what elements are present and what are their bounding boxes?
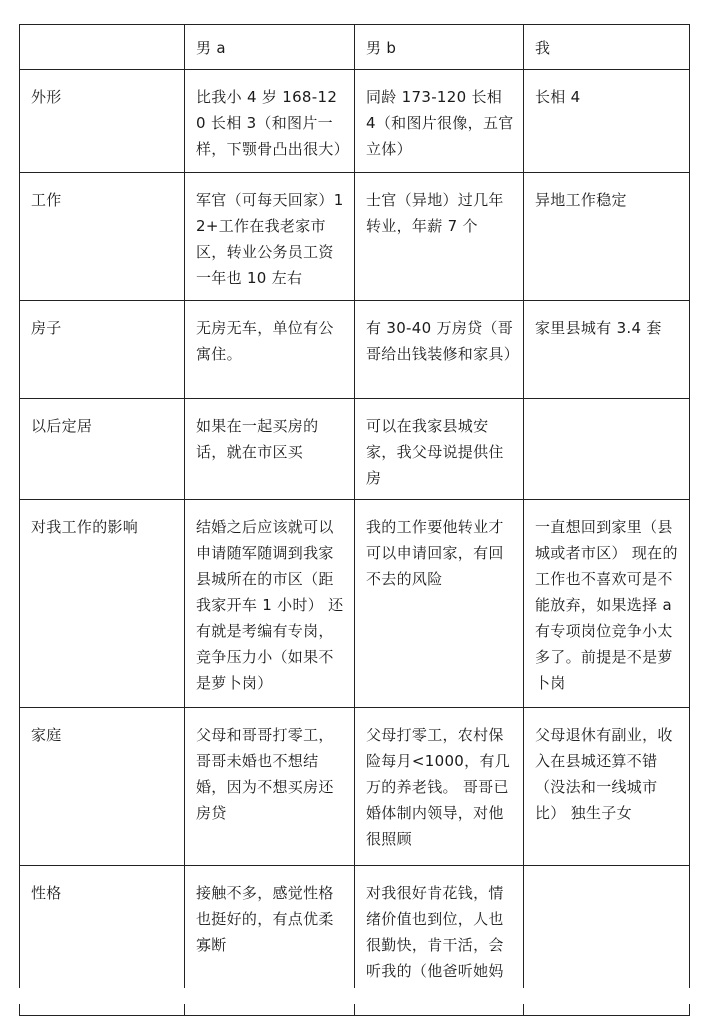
table-cell: 父母退休有副业，收入在县城还算不错 （没法和一线城市比） 独生子女 bbox=[524, 708, 690, 866]
header-cell-man-b: 男 b bbox=[355, 25, 524, 70]
table-cell: 士官（异地）过几年转业，年薪 7 个 bbox=[355, 173, 524, 301]
table-row bbox=[20, 399, 690, 500]
page-bottom-edge bbox=[0, 988, 720, 1004]
header-cell-me: 我 bbox=[524, 25, 690, 70]
table-cell: 异地工作稳定 bbox=[524, 173, 690, 301]
table-cell: 有 30-40 万房贷（哥哥给出钱装修和家具） bbox=[355, 301, 524, 399]
row-label-work-impact: 对我工作的影响 bbox=[20, 500, 185, 708]
table-row bbox=[20, 500, 690, 708]
table-cell: 对我很好肯花钱，情绪价值也到位，人也很勤快，肯干活，会听我的（他爸听她妈 bbox=[355, 866, 524, 1016]
table-cell: 父母和哥哥打零工，哥哥未婚也不想结婚，因为不想买房还房贷 bbox=[185, 708, 355, 866]
table-cell: 无房无车，单位有公寓住。 bbox=[185, 301, 355, 399]
table-cell: 一直想回到家里（县城或者市区） 现在的工作也不喜欢可是不能放弃，如果选择 a 有专项岗位竞争小太多了。前提是不是萝卜岗 bbox=[524, 500, 690, 708]
table-cell: 如果在一起买房的话，就在市区买 bbox=[185, 399, 355, 500]
table-cell: 长相 4 bbox=[524, 70, 690, 173]
table-cell bbox=[524, 399, 690, 500]
table-row bbox=[20, 173, 690, 301]
table-header-row bbox=[20, 25, 690, 70]
table-cell: 我的工作要他转业才可以申请回家，有回不去的风险 bbox=[355, 500, 524, 708]
table-cell: 军官（可每天回家）12+工作在我老家市区，转业公务员工资一年也 10 左右 bbox=[185, 173, 355, 301]
header-cell-man-a: 男 a bbox=[185, 25, 355, 70]
row-label-settle: 以后定居 bbox=[20, 399, 185, 500]
row-label-appearance: 外形 bbox=[20, 70, 185, 173]
table-row bbox=[20, 708, 690, 866]
table-cell: 可以在我家县城安家，我父母说提供住房 bbox=[355, 399, 524, 500]
table-cell: 比我小 4 岁 168-120 长相 3（和图片一样，下颚骨凸出很大） bbox=[185, 70, 355, 173]
table-cell: 接触不多，感觉性格也挺好的，有点优柔寡断 bbox=[185, 866, 355, 1016]
row-label-personality: 性格 bbox=[20, 866, 185, 1016]
row-label-family: 家庭 bbox=[20, 708, 185, 866]
table-cell: 家里县城有 3.4 套 bbox=[524, 301, 690, 399]
table-cell: 父母打零工，农村保险每月<1000，有几万的养老钱。 哥哥已婚体制内领导，对他很照顾 bbox=[355, 708, 524, 866]
table-cell: 结婚之后应该就可以申请随军随调到我家县城所在的市区（距我家开车 1 小时） 还有就是考编有专岗，竞争压力小（如果不是萝卜岗） bbox=[185, 500, 355, 708]
row-label-house: 房子 bbox=[20, 301, 185, 399]
row-label-work: 工作 bbox=[20, 173, 185, 301]
table-row bbox=[20, 301, 690, 399]
comparison-table bbox=[19, 24, 690, 1016]
table-cell: 同龄 173-120 长相 4（和图片很像，五官立体） bbox=[355, 70, 524, 173]
table-row bbox=[20, 70, 690, 173]
header-cell-blank bbox=[20, 25, 185, 70]
